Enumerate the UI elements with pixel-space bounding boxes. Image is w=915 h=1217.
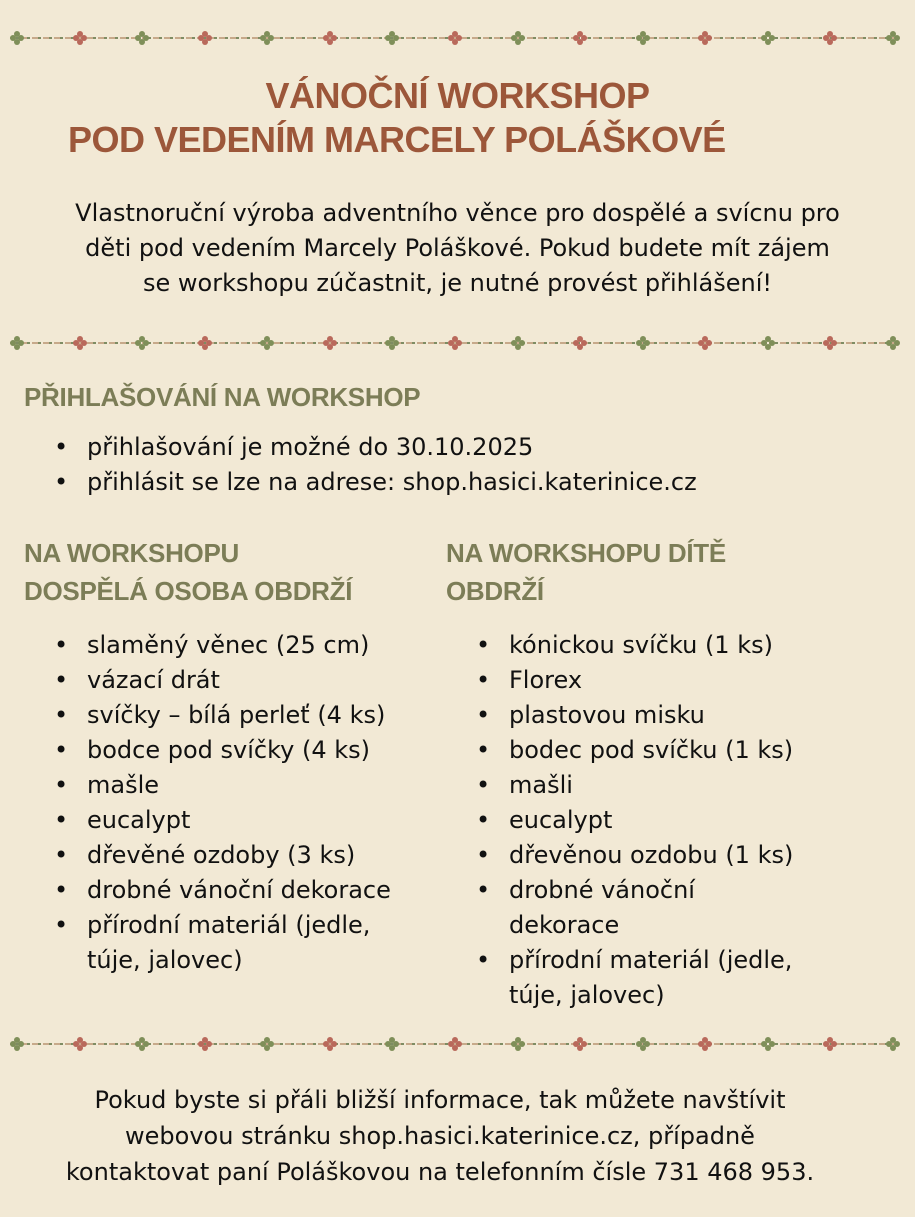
- list-item: • mašli: [476, 768, 856, 803]
- flower-ornament-icon: [260, 336, 274, 350]
- flower-ornament-icon: [448, 31, 462, 45]
- adult-heading-line-2: DOSPĚLÁ OSOBA OBDRŽÍ: [24, 576, 353, 606]
- flower-ornament-icon: [636, 31, 650, 45]
- flower-ornament-icon: [385, 1037, 399, 1051]
- flower-ornament-icon: [886, 1037, 900, 1051]
- flower-ornament-icon: [198, 31, 212, 45]
- flower-ornament-icon: [323, 336, 337, 350]
- list-item: • vázací drát: [54, 663, 424, 698]
- flower-ornament-icon: [260, 1037, 274, 1051]
- footer-paragraph: [20, 1082, 860, 1190]
- flower-ornament-icon: [698, 31, 712, 45]
- flower-ornament-icon: [698, 1037, 712, 1051]
- flower-ornament-icon: [448, 1037, 462, 1051]
- flower-ornament-icon: [573, 336, 587, 350]
- intro-line-2: děti pod vedením Marcely Poláškové. Pokud budete mít zájem: [85, 234, 830, 262]
- adult-heading-line-1: NA WORKSHOPU: [24, 538, 239, 568]
- flower-ornament-icon: [10, 336, 24, 350]
- flower-ornament-icon: [198, 336, 212, 350]
- list-item: • přihlásit se lze na adrese: shop.hasici.katerinice.cz: [54, 465, 874, 500]
- flower-ornament-icon: [698, 336, 712, 350]
- list-item: • přírodní materiál (jedle, túje, jalovec): [476, 943, 829, 1013]
- intro-paragraph: [30, 196, 885, 301]
- flower-ornament-icon: [636, 1037, 650, 1051]
- flower-ornament-icon: [10, 1037, 24, 1051]
- title-line-2: POD VEDENÍM MARCELY POLÁŠKOVÉ: [68, 119, 726, 160]
- flower-ornament-icon: [260, 31, 274, 45]
- flower-ornament-icon: [198, 1037, 212, 1051]
- list-item: • mašle: [54, 768, 424, 803]
- list-item: • plastovou misku: [476, 698, 856, 733]
- list-item: • dřevěnou ozdobu (1 ks): [476, 838, 856, 873]
- flower-ornament-icon: [73, 336, 87, 350]
- flower-ornament-icon: [511, 1037, 525, 1051]
- intro-line-1: Vlastnoruční výroba adventního věnce pro dospělé a svícnu pro: [75, 199, 840, 227]
- flower-ornament-icon: [511, 336, 525, 350]
- flower-ornament-icon: [573, 31, 587, 45]
- flower-ornament-icon: [385, 31, 399, 45]
- flower-ornament-icon: [573, 1037, 587, 1051]
- flower-ornament-icon: [385, 336, 399, 350]
- flower-ornament-icon: [761, 1037, 775, 1051]
- flower-ornament-icon: [73, 1037, 87, 1051]
- footer-line-1: Pokud byste si přáli bližší informace, tak můžete navštívit: [94, 1086, 786, 1114]
- list-item: • bodce pod svíčky (4 ks): [54, 733, 424, 768]
- list-item: • přihlašování je možné do 30.10.2025: [54, 430, 874, 465]
- flower-ornament-icon: [823, 1037, 837, 1051]
- flower-ornament-icon: [761, 336, 775, 350]
- flower-ornament-icon: [761, 31, 775, 45]
- flower-ornament-icon: [73, 31, 87, 45]
- flower-ornament-icon: [448, 336, 462, 350]
- footer-line-3: kontaktovat paní Poláškovou na telefonním čísle 731 468 953.: [65, 1158, 815, 1186]
- flower-ornament-icon: [511, 31, 525, 45]
- list-item: • bodec pod svíčku (1 ks): [476, 733, 856, 768]
- adult-heading: [24, 534, 352, 610]
- flower-ornament-icon: [323, 1037, 337, 1051]
- flower-ornament-icon: [323, 31, 337, 45]
- flower-ornament-icon: [636, 336, 650, 350]
- page-title: [0, 74, 915, 162]
- list-item: • dřevěné ozdoby (3 ks): [54, 838, 424, 873]
- list-item: • slaměný věnec (25 cm): [54, 628, 424, 663]
- list-item: • Florex: [476, 663, 856, 698]
- flower-ornament-icon: [135, 1037, 149, 1051]
- child-items-list: [476, 628, 856, 1013]
- flower-ornament-icon: [135, 336, 149, 350]
- child-heading-line-2: OBDRŽÍ: [446, 576, 544, 606]
- list-item: • eucalypt: [54, 803, 424, 838]
- list-item: • svíčky – bílá perleť (4 ks): [54, 698, 424, 733]
- decorative-border-top: [10, 28, 900, 48]
- flower-ornament-icon: [886, 336, 900, 350]
- flower-ornament-icon: [135, 31, 149, 45]
- child-heading-line-1: NA WORKSHOPU DÍTĚ: [446, 538, 726, 568]
- list-item: • drobné vánoční dekorace: [476, 873, 719, 943]
- list-item: • drobné vánoční dekorace: [54, 873, 424, 908]
- footer-line-2: webovou stránku shop.hasici.katerinice.cz, případně: [125, 1122, 755, 1150]
- flower-ornament-icon: [886, 31, 900, 45]
- title-line-1: VÁNOČNÍ WORKSHOP: [265, 75, 650, 116]
- flower-ornament-icon: [823, 336, 837, 350]
- adult-items-list: [54, 628, 424, 978]
- list-item: • kónickou svíčku (1 ks): [476, 628, 856, 663]
- decorative-border-middle: [10, 333, 900, 353]
- flower-ornament-icon: [823, 31, 837, 45]
- flower-ornament-icon: [10, 31, 24, 45]
- list-item: • přírodní materiál (jedle, túje, jalovec): [54, 908, 402, 978]
- list-item: • eucalypt: [476, 803, 856, 838]
- intro-line-3: se workshopu zúčastnit, je nutné provést přihlášení!: [142, 269, 772, 297]
- child-heading: [446, 534, 726, 610]
- registration-heading: PŘIHLAŠOVÁNÍ NA WORKSHOP: [24, 382, 421, 412]
- decorative-border-bottom: [10, 1034, 900, 1054]
- registration-list: [54, 430, 874, 500]
